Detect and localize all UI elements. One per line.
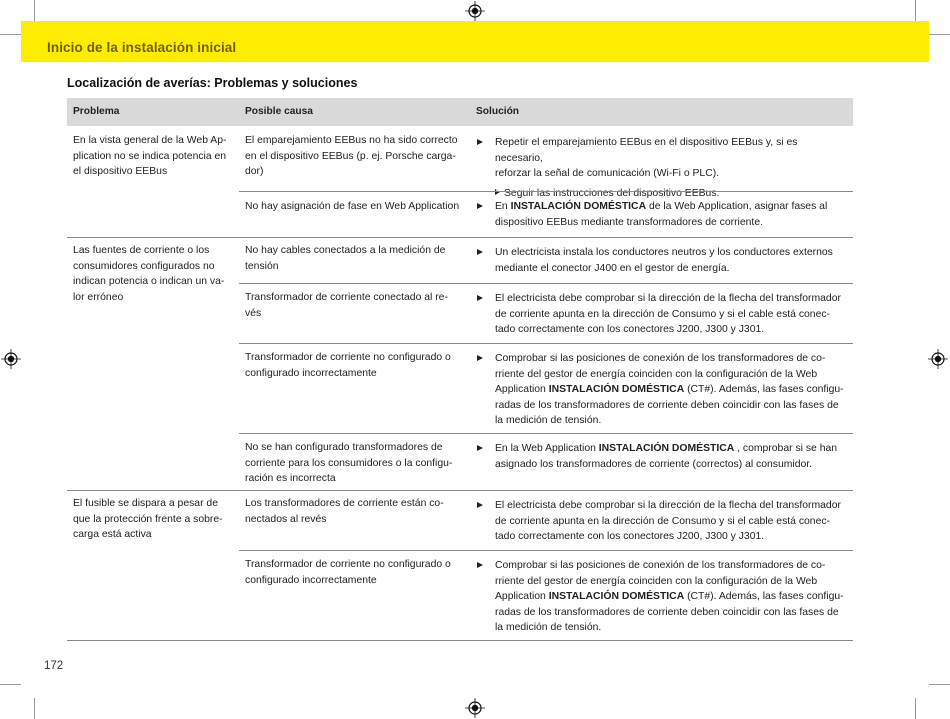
cause-cell: Transformador de corriente conectado al re- vés bbox=[245, 292, 448, 319]
cause-cell: Transformador de corriente no configurado o configurado incorrectamente bbox=[245, 559, 451, 586]
bullet-arrow-icon bbox=[477, 203, 483, 209]
header-title: Inicio de la instalación inicial bbox=[47, 40, 237, 55]
bullet-arrow-icon bbox=[477, 445, 483, 451]
crop-mark bbox=[929, 684, 950, 685]
bullet-arrow-icon bbox=[477, 249, 483, 255]
registration-mark-icon bbox=[465, 698, 485, 718]
registration-mark-icon bbox=[928, 349, 948, 369]
registration-mark-icon bbox=[465, 1, 485, 21]
crop-mark bbox=[929, 34, 950, 35]
cause-cell: No se han configurado transformadores de corriente para los consumidores o la configu- ración es incorrecta bbox=[245, 442, 453, 484]
solution-cell: El electricista debe comprobar si la dirección de la flecha del transformador de corriente apunta en la dirección de Consumo y si el cable está conec- tado correctamente con los conectores J200, J300 y J301. bbox=[495, 498, 847, 545]
table-group bbox=[67, 126, 853, 238]
instruction-note: Seguir las instrucciones del dispositivo EEBus. bbox=[495, 186, 847, 202]
table-row bbox=[239, 238, 853, 283]
cause-cell: No hay asignación de fase en Web Application bbox=[245, 201, 460, 212]
table-group bbox=[67, 238, 853, 491]
table-row bbox=[239, 491, 853, 550]
solution-cell: Repetir el emparejamiento EEBus en el dispositivo EEBus y, si es necesario, reforzar la señal de comunicación (Wi-Fi o PLC). Seguir las instrucciones del dispositivo EEBus. bbox=[495, 135, 847, 201]
table-row bbox=[239, 283, 853, 343]
column-header-problem: Problema bbox=[73, 106, 120, 117]
crop-mark bbox=[915, 698, 916, 719]
table-row bbox=[239, 191, 853, 237]
solution-cell: En la Web Application INSTALACIÓN DOMÉSTICA , comprobar si se han asignado los transformadores de corriente (correctos) al consumidor. bbox=[495, 441, 847, 472]
bullet-arrow-icon bbox=[477, 355, 483, 361]
solution-cell: El electricista debe comprobar si la dirección de la flecha del transformador de corriente apunta en la dirección de Consumo y si el cable está conec- tado correctamente con los conectores J200, J300 y J301. bbox=[495, 291, 847, 338]
bullet-arrow-icon bbox=[477, 562, 483, 568]
cause-cell: Los transformadores de corriente están co- nectados al revés bbox=[245, 498, 444, 525]
crop-mark bbox=[915, 0, 916, 21]
column-header-solution: Solución bbox=[476, 106, 520, 117]
crop-mark bbox=[0, 684, 21, 685]
solution-cell: En INSTALACIÓN DOMÉSTICA de la Web Application, asignar fases al dispositivo EEBus mediante transformadores de corriente. bbox=[495, 199, 847, 230]
bullet-arrow-icon bbox=[477, 139, 483, 145]
problem-cell: En la vista general de la Web Ap- plication no se indica potencia en el dispositivo EEBus bbox=[73, 135, 227, 177]
crop-mark bbox=[34, 698, 35, 719]
registration-mark-icon bbox=[1, 349, 21, 369]
table-group bbox=[67, 491, 853, 641]
section-title: Localización de averías: Problemas y soluciones bbox=[67, 76, 358, 90]
problem-cell: Las fuentes de corriente o los consumidores configurados no indican potencia o indican un va- lor erróneo bbox=[73, 245, 225, 303]
crop-mark bbox=[0, 34, 21, 35]
problem-cell: El fusible se dispara a pesar de que la protección frente a sobre- carga está activa bbox=[73, 498, 223, 540]
troubleshooting-table bbox=[67, 98, 853, 641]
bullet-arrow-icon bbox=[477, 295, 483, 301]
solution-cell: Comprobar si las posiciones de conexión de los transformadores de co- rriente del gestor de energía coinciden con la configuración de la Web Application INSTALACIÓN DOMÉSTICA (CT#). Además, las fases configu- radas de los transformadores de corriente deben coincidir con las fases de la medición de tensión. bbox=[495, 558, 847, 636]
solution-cell: Un electricista instala los conductores neutros y los conductores externos mediante el conector J400 en el gestor de energía. bbox=[495, 245, 847, 276]
cause-cell: El emparejamiento EEBus no ha sido correcto en el dispositivo EEBus (p. ej. Porsche carga- dor) bbox=[245, 135, 458, 177]
page-number: 172 bbox=[44, 660, 64, 672]
table-row bbox=[239, 433, 853, 491]
cause-cell: Transformador de corriente no configurado o configurado incorrectamente bbox=[245, 352, 451, 379]
solution-cell: Comprobar si las posiciones de conexión de los transformadores de co- rriente del gestor de energía coinciden con la configuración de la Web Application INSTALACIÓN DOMÉSTICA (CT#). Además, las fases configu- radas de los transformadores de corriente deben coincidir con las fases de la medición de tensión. bbox=[495, 351, 847, 429]
crop-mark bbox=[34, 0, 35, 21]
header-bar bbox=[21, 21, 929, 62]
bullet-arrow-icon bbox=[477, 502, 483, 508]
column-header-cause: Posible causa bbox=[245, 106, 313, 117]
table-row bbox=[239, 343, 853, 433]
table-row bbox=[239, 126, 853, 199]
table-row bbox=[239, 550, 853, 640]
table-header bbox=[67, 98, 853, 126]
cause-cell: No hay cables conectados a la medición de tensión bbox=[245, 245, 446, 272]
